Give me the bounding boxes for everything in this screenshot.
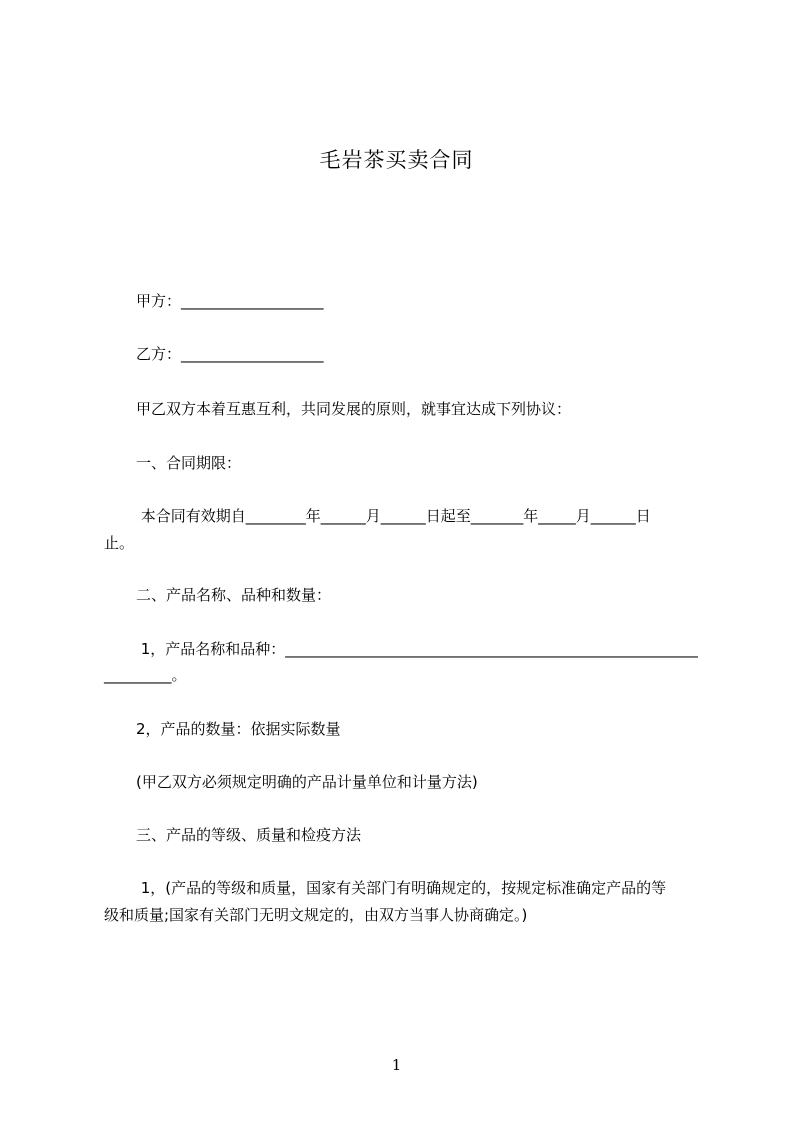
section-1-heading: 一、合同期限： [136, 454, 242, 472]
section-2-item-1-end: _________。 [104, 666, 187, 684]
section-2-heading: 二、产品名称、品种和数量： [136, 586, 332, 604]
section-3-item-1-end: 级和质量;国家有关部门无明文规定的，由双方当事人协商确定。) [104, 906, 528, 924]
party-a-line: 甲方：___________________ [136, 292, 324, 310]
intro-paragraph: 甲乙双方本着互惠互利，共同发展的原则，就事宜达成下列协议： [136, 400, 572, 418]
party-b-line: 乙方：___________________ [136, 345, 324, 363]
section-2-note: (甲乙双方必须规定明确的产品计量单位和计量方法) [136, 773, 478, 791]
document-title: 毛岩茶买卖合同 [319, 148, 474, 172]
section-1-term-line: 本合同有效期自________年______月______日起至_______年_____月______日 [136, 507, 651, 525]
section-2-item-1: 1，产品名称和品种：_______________________________________________________ [136, 640, 698, 658]
section-1-term-line-end: 止。 [104, 534, 135, 552]
section-3-heading: 三、产品的等级、质量和检疫方法 [136, 826, 362, 844]
page-number: 1 [391, 1056, 402, 1074]
section-3-item-1: 1，(产品的等级和质量，国家有关部门有明确规定的，按规定标准确定产品的等 [136, 879, 667, 897]
section-2-item-2: 2，产品的数量：依据实际数量 [136, 720, 341, 738]
